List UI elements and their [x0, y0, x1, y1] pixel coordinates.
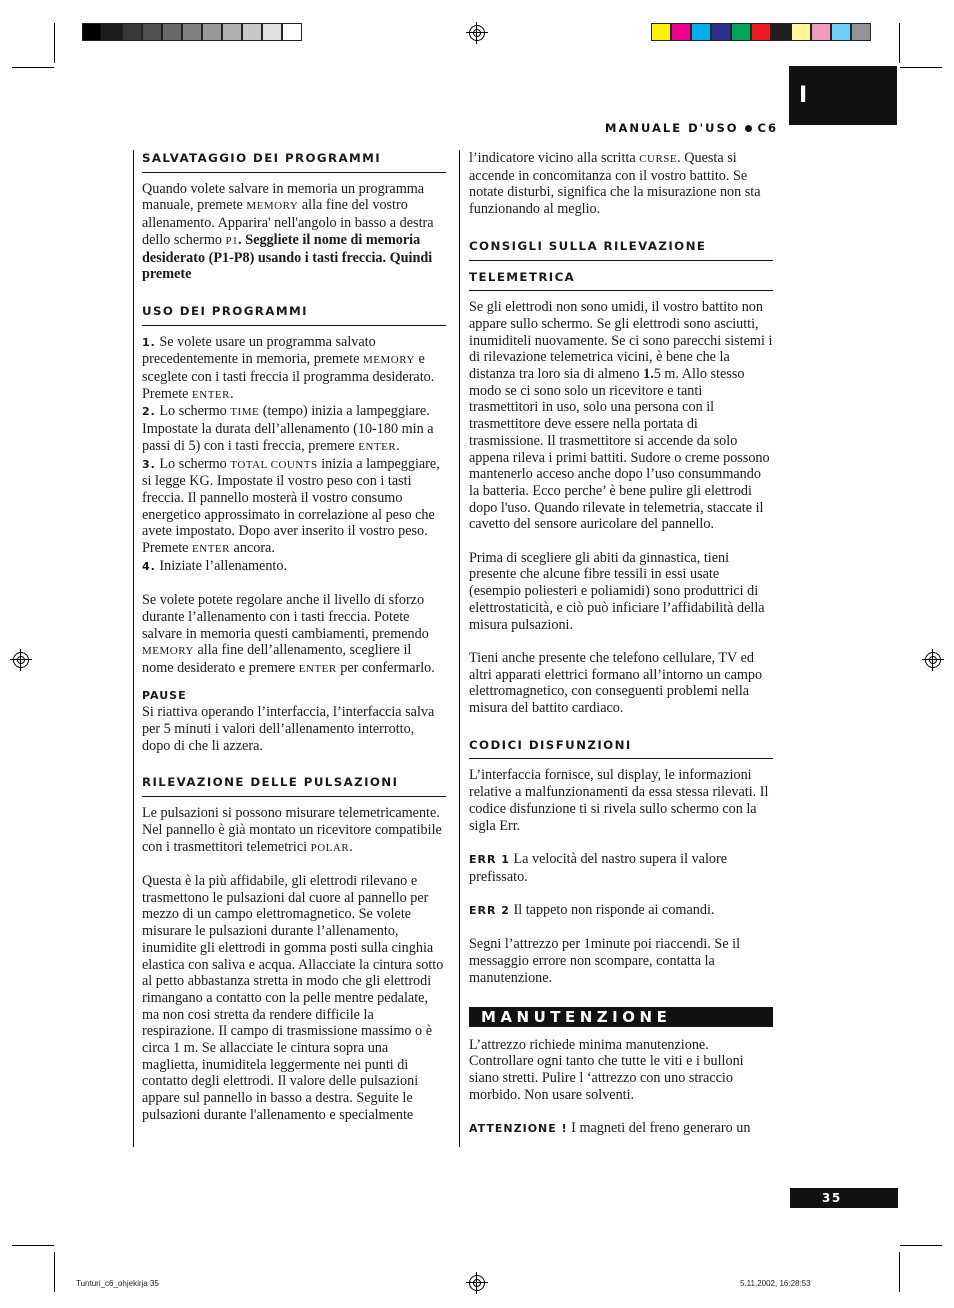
list-item: 3. Lo schermo TOTAL COUNTS inizia a lampeggiare, si legge KG. Impostate il vostro peso con i tasti freccia. Il pannello mosterà il vostro consumo energetico approssimato in correlazione al peso che avete impostato. Dopo aver inserito il vostro peso. Premete ENTER ancora. — [142, 455, 440, 557]
footer-timestamp: 5.11.2002, 16:28:53 — [740, 1279, 811, 1288]
running-title: MANUALE D'USO — [605, 121, 739, 135]
color-swatch — [182, 23, 202, 41]
color-swatch — [222, 23, 242, 41]
color-swatch — [651, 23, 671, 41]
section-heading: CODICI DISFUNZIONI — [469, 737, 773, 760]
section-banner: MANUTENZIONE — [469, 1007, 773, 1027]
color-swatch — [691, 23, 711, 41]
column-rule — [459, 150, 460, 1147]
process-color-bar — [651, 23, 871, 41]
list-item: 2. Lo schermo TIME (tempo) inizia a lampeggiare. Impostate la durata dell’allenamento (10-180 min a passi di 5) con i tasti freccia, premere ENTER. — [142, 403, 434, 454]
color-swatch — [851, 23, 871, 41]
paragraph: Quando volete salvare in memoria un programma manuale, premete MEMORY alla fine del vostro allenamento. Apparira' nell'angolo in basso a destra dello schermo P1. Seggliete il nome di memoria desiderato (P1-P8) usando i tasti freccia. Quindi premete — [142, 180, 434, 283]
crop-mark — [54, 23, 55, 63]
color-swatch — [791, 23, 811, 41]
paragraph: Prima di scegliere gli abiti da ginnastica, tieni presente che alcune fibre tessili in essi usate (esempio poliesteri e poliamidi) sono produttrici di elettrostaticità, e ciò può inficiare l’affidabilità della misura pulsazioni. — [469, 549, 765, 633]
color-swatch — [242, 23, 262, 41]
color-swatch — [811, 23, 831, 41]
list-item: 1. Se volete usare un programma salvato precedentemente in memoria, premete MEMORY e sceglete con i tasti freccia il programma desiderato. Premete ENTER. — [142, 333, 435, 402]
color-swatch — [751, 23, 771, 41]
error-code-item: ERR 1 La velocità del nastro supera il valore prefissato. — [469, 850, 728, 885]
bullet-icon — [745, 125, 752, 132]
subheading: PAUSE — [142, 688, 187, 702]
crop-mark — [54, 1252, 55, 1292]
column-rule — [133, 150, 134, 1147]
footer-file-slug: Tunturi_c6_ohjekirja 35 — [76, 1279, 159, 1288]
color-swatch — [731, 23, 751, 41]
language-tab-label: I — [799, 83, 808, 108]
color-swatch — [202, 23, 222, 41]
paragraph: Le pulsazioni si possono misurare telemetricamente. Nel pannello è già montato un ricevitore compatibile con i trasmettitori telemetrici POLAR. — [142, 805, 442, 855]
paragraph: Segni l’attrezzo per 1minute poi riaccendi. Se il messaggio errore non scompare, contatta la manutenzione. — [469, 936, 741, 986]
color-swatch — [282, 23, 302, 41]
color-swatch — [671, 23, 691, 41]
page-number: 35 — [790, 1188, 898, 1208]
warning-paragraph: ATTENZIONE ! I magneti del freno generaro un — [469, 1120, 751, 1137]
right-column — [469, 150, 773, 1138]
color-swatch — [82, 23, 102, 41]
error-code-item: ERR 2 Il tappeto non risponde ai comandi. — [469, 902, 715, 919]
paragraph: Se gli elettrodi non sono umidi, il vostro battito non appare sullo schermo. Se gli elettrodi sono asciutti, inumiditeli nuovamente. Se ci sono parecchi sistemi i di rilevazione telemetrica vicini, è bene che la distanza tra loro sia di almeno 1.5 m. Allo stesso modo se ci sono solo un ricevitore e tanti trasmettitori in uso, solo una persona con il trasmettitore deve essere nella portata di trasmissione. Il trasmettitore si accende da solo appena rileva i primi battiti. Sudore o creme possono mantenerlo acceso anche dopo l’uso consummando la batteria. Ecco perche’ è bene pulire gli elettrodi dopo l'uso. Quando rilevate in telemetria, staccate il cavetto del sensore auricolare del pannello. — [469, 299, 773, 533]
color-swatch — [711, 23, 731, 41]
color-swatch — [162, 23, 182, 41]
color-swatch — [102, 23, 122, 41]
registration-mark-icon — [13, 652, 29, 668]
paragraph: L’interfaccia fornisce, sul display, le informazioni relative a malfunzionamenti da essa stessa rilevati. Il codice disfunzione ti si rivela sullo schermo con la sigla Err. — [469, 767, 769, 834]
crop-mark — [12, 1245, 54, 1246]
color-swatch — [142, 23, 162, 41]
color-swatch — [771, 23, 791, 41]
paragraph: L’attrezzo richiede minima manutenzione. Controllare ogni tanto che tutte le viti e i bulloni siano stretti. Pulire l ‘attrezzo con uno straccio morbido. Non usare solventi. — [469, 1036, 744, 1103]
model-name: C6 — [757, 121, 778, 135]
paragraph: l’indicatore vicino alla scritta CURSE. Questa si accende in concomitanza con il vostro battito. Se notate disturbi, significa che la misurazione non sta funzionando al meglio. — [469, 150, 761, 218]
section-heading: USO DEI PROGRAMMI — [142, 303, 446, 326]
registration-mark-icon — [925, 652, 941, 668]
registration-mark-icon — [469, 1275, 485, 1291]
paragraph: Questa è la più affidabile, gli elettrodi rilevano e trasmettono le pulsazioni dal cuore al pannello per mezzo di un campo elettromagnetico. Se volete misurare le pulsazioni durante l’allenamento, inumidite gli elettrodi in gomma posti sulla cinghia elastica con saliva e acqua. Allacciate la cintura sotto al petto abbastanza stretta in modo che gli elettrodi rimangano a contatto con la pelle mentre pedalate, ma non cosi stretta da rendere difficile la respirazione. Il campo di trasmissione massimo o è circa 1 m. Se allacciate le cintura sopra una maglietta, inumiditela leggermente nei punti di contatto degli elettrodi. Il valore delle pulsazioni appare sul pannello in basso a destra. Seguite le pulsazioni durante l'allenamento e specialmente — [142, 872, 444, 1123]
crop-mark — [900, 1245, 942, 1246]
color-swatch — [122, 23, 142, 41]
paragraph: Se volete potete regolare anche il livello di sforzo durante l’allenamento con i tasti freccia. Potete salvare in memoria questi cambiamenti, premendo MEMORY alla fine dell’allenamento, scegliere il nome desiderato e premere ENTER per confermarlo. — [142, 592, 435, 676]
crop-mark — [900, 67, 942, 68]
list-item: 4. Iniziate l’allenamento. — [142, 557, 288, 574]
registration-mark-icon — [469, 25, 485, 41]
section-heading: RILEVAZIONE DELLE PULSAZIONI — [142, 774, 446, 797]
crop-mark — [12, 67, 54, 68]
grayscale-color-bar — [82, 23, 302, 41]
color-swatch — [831, 23, 851, 41]
crop-mark — [899, 1252, 900, 1292]
crop-mark — [899, 23, 900, 63]
section-heading: SALVATAGGIO DEI PROGRAMMI — [142, 150, 446, 173]
paragraph: Tieni anche presente che telefono cellulare, TV ed altri apparati elettrici formano all’intorno un campo elettromagnetico, con conseguenti problemi nella misura del battito cardiaco. — [469, 649, 763, 717]
paragraph: Si riattiva operando l’interfaccia, l’interfaccia salva per 5 minuti i valori dell’allenamento interrotto, dopo di che li azzera. — [142, 704, 435, 754]
left-column — [142, 150, 446, 1124]
section-heading: CONSIGLI SULLA RILEVAZIONE — [469, 238, 773, 261]
language-tab — [789, 66, 897, 125]
running-header — [605, 121, 778, 135]
color-swatch — [262, 23, 282, 41]
section-heading: TELEMETRICA — [469, 269, 773, 292]
